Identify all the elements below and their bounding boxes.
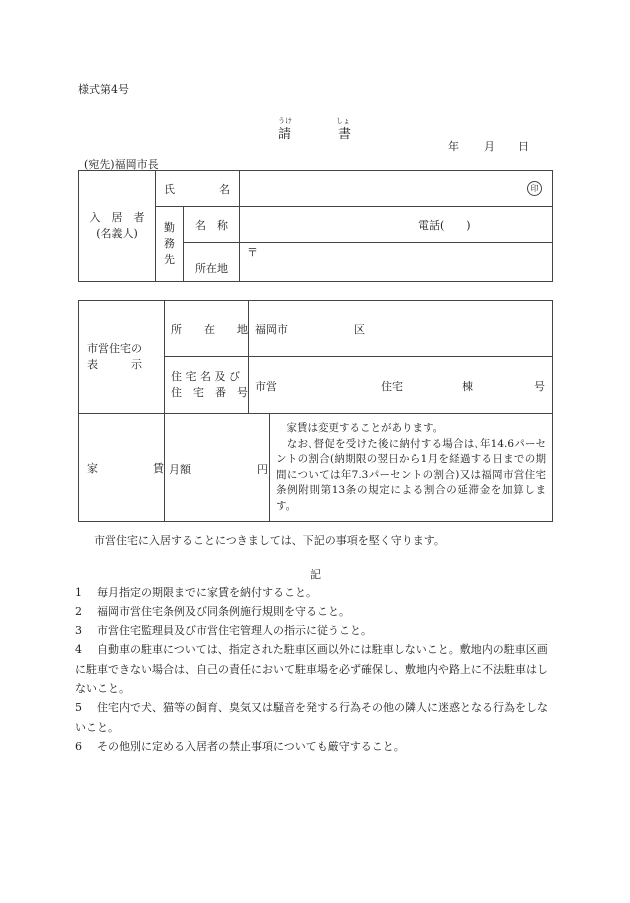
housing-name-value-cell[interactable] <box>249 357 553 414</box>
location-label: 所 在 地 <box>165 301 249 357</box>
list-item-2 <box>75 602 555 622</box>
item-number: 2 <box>75 605 82 618</box>
rent-note: 家賃は変更することがあります。 なお､督促を受けた後に納付する場合は､年14.6パーセントの割合(納期限の翌日から1月を経過する日までの期間については年7.3パーセントの割合)又は福岡市営住宅条例附則第13条の規定による割合の延滞金を加算します。 <box>270 414 553 522</box>
title-char-1: 請 <box>278 127 292 142</box>
work-address-value-cell[interactable] <box>240 243 553 282</box>
item-text: 住宅内で犬、猫等の飼育、臭気又は騒音を発する行為その他の隣人に迷惑となる行為をしないこと。 <box>75 701 548 734</box>
item-number: 6 <box>75 740 82 753</box>
rent-yen: 円 <box>257 462 268 476</box>
housing-building: 棟 <box>462 380 473 393</box>
rent-amount-cell[interactable] <box>165 414 270 522</box>
rent-monthly: 月額 <box>169 462 191 476</box>
date-year: 年 <box>448 140 459 153</box>
list-item-4 <box>75 640 555 699</box>
item-number: 5 <box>75 701 82 714</box>
postal-mark: 〒 <box>247 246 258 259</box>
item-text: その他別に定める入居者の禁止事項についても厳守すること。 <box>97 740 405 753</box>
seal-mark: 印 <box>527 181 542 196</box>
location-value[interactable]: 福岡市 区 <box>249 301 553 357</box>
housing-prefix: 市営 <box>255 380 277 393</box>
resident-header: 入 居 者 <box>89 211 145 224</box>
item-text: 福岡市営住宅条例及び同条例施行規則を守ること。 <box>97 605 350 618</box>
pledge-text: 市営住宅に入居することにつきましては、下記の事項を堅く守ります。 <box>94 534 445 547</box>
work-name-value-cell[interactable] <box>240 207 553 243</box>
item-text: 市営住宅監理員及び市営住宅管理人の指示に従うこと。 <box>97 624 372 637</box>
name-value-cell[interactable] <box>240 171 553 207</box>
name-label: 氏 名 <box>156 171 240 207</box>
housing-house: 住宅 <box>381 380 403 393</box>
work-address-label: 所在地 <box>184 243 240 282</box>
list-item-3 <box>75 621 555 641</box>
phone-label: 電話( ) <box>418 218 471 232</box>
form-number: 様式第4号 <box>78 83 129 96</box>
item-text: 自動車の駐車については、指定された駐車区画以外には駐車しないこと。敷地内の駐車区画に駐車できない場合は、自己の責任において駐車場を必ず確保し、敷地内や路上に不法駐車はしないこと。 <box>75 643 548 695</box>
date-month: 月 <box>484 140 495 153</box>
list-item-5 <box>75 698 555 737</box>
work-label: 勤 務 先 <box>156 207 184 282</box>
title-ruby-1: うけ <box>278 117 292 125</box>
list-item-6 <box>75 737 555 757</box>
housing-header: 市営住宅の 表 示 <box>79 301 165 414</box>
housing-name-label: 住 宅 名 及 び 住 宅 番 号 <box>165 357 249 414</box>
date-day: 日 <box>518 140 529 153</box>
title-ruby-2: しょ <box>336 117 350 125</box>
housing-table <box>78 300 553 522</box>
title-char-2: 書 <box>338 127 352 142</box>
ki-heading: 記 <box>310 568 321 581</box>
housing-number: 号 <box>534 380 545 393</box>
item-number: 4 <box>75 643 82 656</box>
resident-header-cell <box>79 171 156 282</box>
rent-header: 家 賃 <box>79 414 165 522</box>
addressee: (宛先)福岡市長 <box>84 158 159 171</box>
work-name-label: 名 称 <box>184 207 240 243</box>
resident-sub: (名義人) <box>96 227 138 240</box>
item-number: 1 <box>75 586 82 599</box>
item-text: 毎月指定の期限までに家賃を納付すること。 <box>97 586 317 599</box>
resident-table <box>78 170 553 282</box>
item-number: 3 <box>75 624 82 637</box>
list-item-1 <box>75 583 555 603</box>
